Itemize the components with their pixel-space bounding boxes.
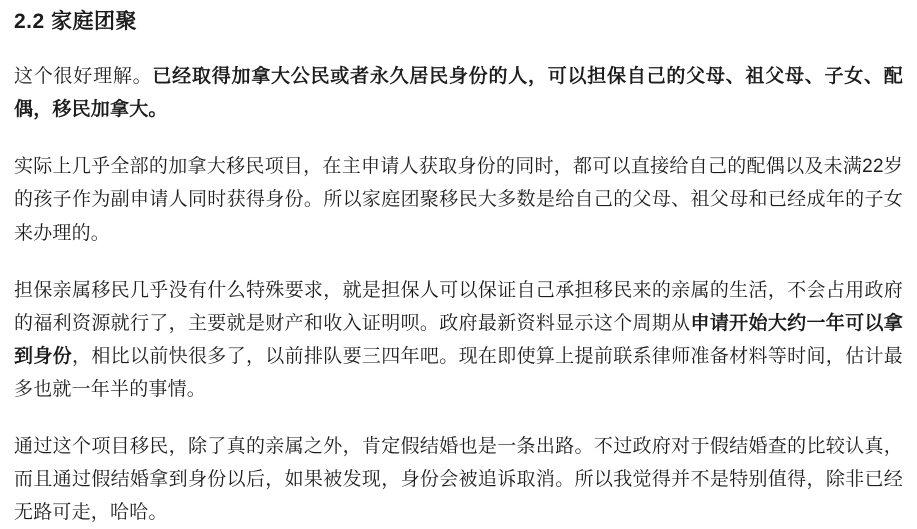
section-heading: 2.2 家庭团聚 <box>14 10 138 33</box>
bold-text-segment: 已经取得加拿大公民或者永久居民身份的人，可以担保自己的父母、祖父母、子女、配偶，移民加拿大。 <box>14 66 904 121</box>
paragraph <box>14 150 903 249</box>
paragraph <box>14 274 903 406</box>
paragraphs-container <box>14 60 903 529</box>
text-segment: 担保亲属移民几乎没有什么特殊要求，就是担保人可以保证自己承担移民来的亲属的生活，不会占用政府的福利资源就行了，主要就是财产和收入证明呗。政府最新资料显示这个周期从 <box>14 279 903 334</box>
text-segment: 通过这个项目移民，除了真的亲属之外，肯定假结婚也是一条出路。不过政府对于假结婚查的比较认真，而且通过假结婚拿到身份以后，如果被发现，身份会被追诉取消。所以我觉得并不是特别值得，除非已经无路可走，哈哈。 <box>14 435 903 523</box>
text-segment: 实际上几乎全部的加拿大移民项目，在主申请人获取身份的同时，都可以直接给自己的配偶以及未满22岁的孩子作为副申请人同时获得身份。所以家庭团聚移民大多数是给自己的父母、祖父母和已经成年的子女来办理的。 <box>14 156 903 244</box>
text-segment: ，相比以前快很多了，以前排队要三四年吧。现在即使算上提前联系律师准备材料等时间，估计最多也就一年半的事情。 <box>14 345 903 400</box>
paragraph <box>14 60 903 126</box>
bold-text-segment: 申请开始大约一年可以拿到身份 <box>14 312 903 367</box>
text-segment: 这个很好理解。 <box>14 66 153 88</box>
paragraph <box>14 430 903 529</box>
